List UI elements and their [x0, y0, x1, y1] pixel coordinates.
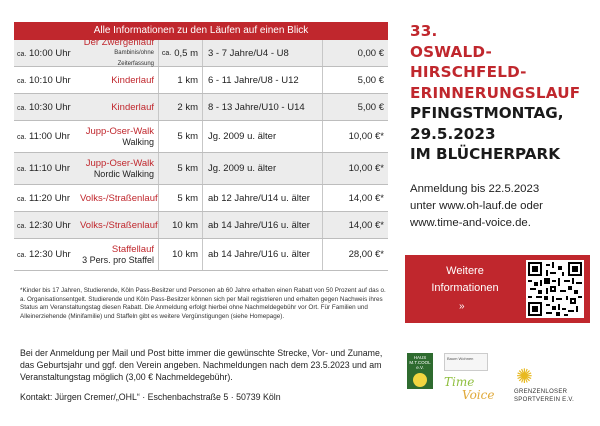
- table-row: [14, 185, 388, 212]
- row-race-sub: Walking: [122, 136, 154, 147]
- row-race-name: Jupp-Oser-Walk: [85, 157, 154, 169]
- arrow-icon: »: [459, 301, 465, 312]
- row-price: 10,00 €*: [322, 121, 388, 152]
- wohnen-logo: Baum Wohnen: [444, 353, 488, 371]
- row-distance-cell: [158, 212, 202, 238]
- row-race-cell: [80, 94, 158, 120]
- more-info-line2: Informationen: [431, 282, 499, 294]
- row-age-group: 6 - 11 Jahre/U8 - U12: [202, 67, 322, 93]
- table-row: [14, 36, 388, 67]
- tv-logo-time: Time: [444, 375, 475, 389]
- row-race-cell: [80, 153, 158, 184]
- event-date: 29.5.2023: [410, 124, 496, 143]
- registration-notes: Bei der Anmeldung per Mail und Post bitte immer die gewünschte Strecke, Vor- und Zuname, das Geburtsjahr und ggf. den Verein angeben. Nachmeldungen nach dem 23.5.2023 und am Veranstaltungstag möglich (3,00 € Nachmeldegebühr).: [20, 348, 383, 383]
- row-race-name: Volks-/Straßenlauf: [80, 219, 158, 231]
- row-distance-cell: [158, 121, 202, 152]
- row-time: 10:10 Uhr: [28, 74, 71, 86]
- row-race-name: Jupp-Oser-Walk: [85, 125, 154, 137]
- more-info-label: [411, 263, 519, 297]
- row-time: 11:20 Uhr: [28, 192, 70, 204]
- row-time: 11:00 Uhr: [28, 131, 70, 142]
- discount-footnote: *Kinder bis 17 Jahren, Studierende, Köln Pass-Besitzer und Personen ab 60 Jahre erhalten einen Rabatt von 50 Prozent auf das o. a. Organisationsentgelt. Studierende und Köln Pass-Besitzer können sich per Mail registrieren und erhalten gegen Nachweis ihres Status am Veranstaltungstag diesen Rabatt. Die Anmeldung erfolgt hierbei ohne Nachmeldegebühr vor Ort. Für Familien und Alleinerziehende (Minifamilie) und Staffeln gibt es weitere Vergünstigungen (siehe Homepage).: [20, 287, 386, 320]
- gsv-logo-text: [514, 389, 574, 404]
- gsv-line2: SPORTVEREIN E.V.: [514, 396, 575, 403]
- more-info-line1: Weitere: [446, 265, 484, 277]
- row-distance: 1 km: [177, 74, 198, 86]
- row-time-ca: ca.: [17, 104, 27, 112]
- row-price: 14,00 €*: [322, 185, 388, 211]
- row-race-cell: [80, 212, 158, 238]
- qr-code-icon[interactable]: [526, 260, 584, 318]
- row-distance: 5 km: [177, 131, 198, 142]
- gsv-line1: GRENZENLOSER: [514, 389, 568, 395]
- row-time-cell: [14, 131, 80, 142]
- row-time-ca: ca.: [17, 195, 27, 203]
- row-race-sub: Bambinis/ohne Zeiterfassung: [114, 49, 154, 67]
- row-age-group: Jg. 2009 u. älter: [202, 121, 322, 152]
- row-time-cell: [14, 48, 80, 59]
- row-age-group: ab 12 Jahre/U14 u. älter: [202, 185, 322, 211]
- row-race-cell: [80, 36, 158, 67]
- row-time-ca: ca.: [17, 77, 27, 85]
- row-time-cell: [14, 249, 80, 260]
- row-race-name: Kinderlauf: [111, 101, 154, 113]
- row-distance-cell: [158, 185, 202, 211]
- row-price: 0,00 €: [322, 40, 388, 66]
- row-time-cell: [14, 75, 80, 86]
- table-header: Alle Informationen zu den Läufen auf einen Blick: [14, 22, 388, 40]
- table-row: [14, 67, 388, 94]
- event-day: PFINGSTMONTAG,: [410, 104, 564, 122]
- row-time-ca: ca.: [17, 134, 27, 141]
- row-race-sub: Nordic Walking: [93, 168, 154, 179]
- row-time: 12:30 Uhr: [28, 249, 71, 260]
- row-age-group: 3 - 7 Jahre/U4 - U8: [202, 40, 322, 66]
- row-age-group: 8 - 13 Jahre/U10 - U14: [202, 94, 322, 120]
- row-time: 10:30 Uhr: [28, 101, 71, 113]
- row-distance-cell: [158, 40, 202, 66]
- row-price: 5,00 €: [322, 94, 388, 120]
- row-distance: 2 km: [177, 101, 198, 113]
- row-distance: 5 km: [177, 192, 198, 204]
- row-time: 12:30 Uhr: [28, 219, 71, 231]
- row-age-group: Jg. 2009 u. älter: [202, 153, 322, 184]
- row-time-ca: ca.: [17, 222, 27, 230]
- haus-logo: [407, 353, 433, 389]
- row-distance-cell: [158, 153, 202, 184]
- schedule-table: [14, 22, 388, 271]
- table-row: [14, 94, 388, 121]
- registration-link-oh[interactable]: unter www.oh-lauf.de oder: [410, 200, 543, 213]
- row-race-name: Staffellauf: [111, 243, 154, 255]
- row-race-name: Volks-/Straßenlauf: [80, 192, 158, 204]
- row-distance: 10 km: [172, 219, 198, 231]
- registration-link-tv[interactable]: www.time-and-voice.de.: [410, 217, 531, 230]
- table-row: [14, 239, 388, 271]
- table-rows: [14, 36, 388, 271]
- row-time-ca: ca.: [17, 252, 27, 259]
- row-race-name: Kinderlauf: [111, 74, 154, 86]
- row-dist-ca: ca.: [161, 49, 172, 57]
- row-time: 11:10 Uhr: [28, 163, 70, 174]
- row-price: 5,00 €: [322, 67, 388, 93]
- tv-logo-voice: Voice: [462, 388, 495, 402]
- registration-info: [410, 181, 595, 233]
- row-distance-cell: [158, 94, 202, 120]
- row-price: 28,00 €*: [322, 239, 388, 270]
- sponsor-logos: [400, 347, 600, 417]
- row-time-cell: [14, 220, 80, 231]
- row-time: 10:00 Uhr: [28, 47, 71, 59]
- event-name-line2: ERINNERUNGSLAUF: [410, 83, 581, 102]
- row-distance: 0,5 m: [174, 47, 198, 59]
- row-distance: 10 km: [172, 249, 198, 260]
- row-race-cell: [80, 67, 158, 93]
- event-location: IM BLÜCHERPARK: [410, 145, 560, 163]
- table-row: [14, 121, 388, 153]
- row-age-group: ab 14 Jahre/U16 u. älter: [202, 212, 322, 238]
- row-age-group: ab 14 Jahre/U16 u. älter: [202, 239, 322, 270]
- table-row: [14, 153, 388, 185]
- table-row: [14, 212, 388, 239]
- more-info-box[interactable]: [405, 255, 590, 323]
- contact-line: Kontakt: Jürgen Cremer/„OHL“ · Eschenbachstraße 5 · 50739 Köln: [20, 392, 281, 402]
- row-price: 10,00 €*: [322, 153, 388, 184]
- grenzenloser-sportverein-logo: [514, 367, 594, 411]
- time-and-voice-logo: [444, 375, 502, 409]
- registration-deadline: Anmeldung bis 22.5.2023: [410, 183, 540, 195]
- row-race-cell: [80, 121, 158, 152]
- row-time-cell: [14, 163, 80, 174]
- row-time-ca: ca.: [17, 166, 27, 173]
- row-distance-cell: [158, 239, 202, 270]
- row-time-ca: ca.: [17, 50, 27, 58]
- haus-logo-mark-icon: [413, 373, 427, 387]
- event-edition: 33.: [410, 22, 438, 40]
- sun-icon: ✺: [516, 366, 533, 388]
- event-name-line1: OSWALD-HIRSCHFELD-: [410, 42, 527, 81]
- row-time-cell: [14, 102, 80, 113]
- event-title: [410, 21, 595, 165]
- row-time-cell: [14, 193, 80, 204]
- row-race-cell: [80, 239, 158, 270]
- haus-logo-text: HAUS M.T.COOL e.V.: [409, 355, 431, 370]
- row-race-sub: 3 Pers. pro Staffel: [82, 254, 154, 265]
- row-distance-cell: [158, 67, 202, 93]
- row-distance: 5 km: [177, 163, 198, 174]
- row-race-name: Der Zwergenlauf: [83, 36, 154, 48]
- row-race-cell: [80, 185, 158, 211]
- row-price: 14,00 €*: [322, 212, 388, 238]
